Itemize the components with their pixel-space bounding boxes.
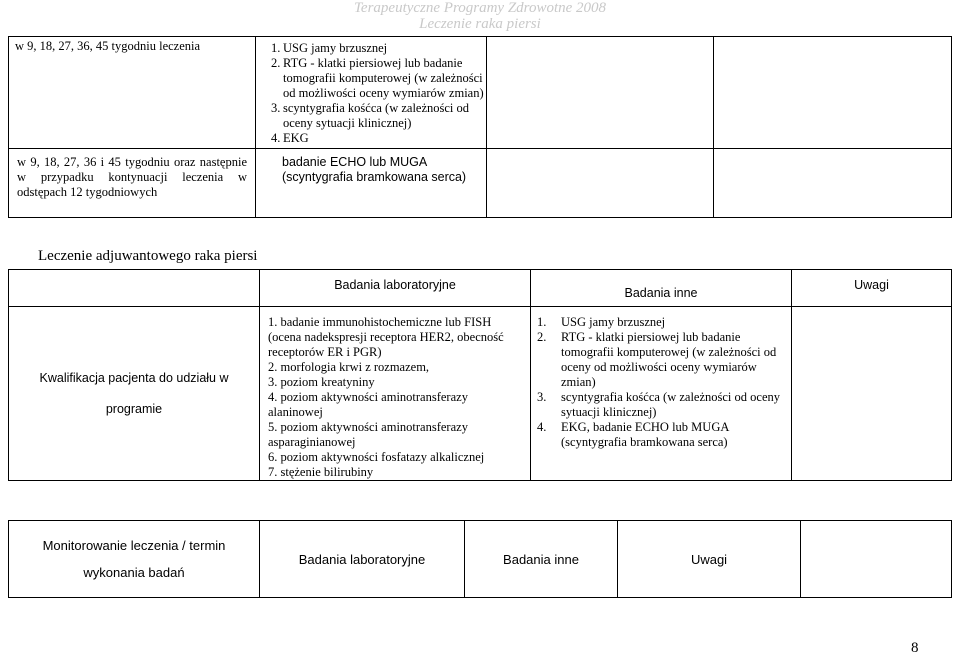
- lab-item: 6. poziom aktywności fosfatazy alkalicznej: [268, 450, 485, 464]
- lab-item: 3. poziom kreatyniny: [268, 375, 375, 389]
- header-empty-cell: [9, 270, 260, 307]
- lab-item: 1. badanie immunohistochemiczne lub FISH (ocena nadekspresji receptora HER2, obecność receptorów ER i PGR): [268, 315, 504, 359]
- list-item: 1. USG jamy brzusznej: [271, 41, 388, 55]
- monitor-label-line-2: wykonania badań: [83, 565, 185, 580]
- table-header-row: [9, 270, 952, 307]
- monitor-other-cell: Badania inne: [465, 521, 618, 598]
- page-number: 8: [911, 640, 919, 656]
- row1-notes-cell: [714, 37, 952, 149]
- row2-notes-cell: [714, 149, 952, 218]
- lab-item: 4. poziom aktywności aminotransferazy alaninowej: [268, 390, 468, 419]
- echo-muga-line: badanie ECHO lub MUGA: [282, 155, 428, 169]
- table-row: [9, 149, 952, 218]
- header-line-2: Leczenie raka piersi: [419, 16, 541, 32]
- lab-item: 2. morfologia krwi z rozmazem,: [268, 360, 430, 374]
- notes-cell: [792, 307, 952, 481]
- list-item: 2. RTG - klatki piersiowej lub badanie tomografii komputerowej (w zależności od możliwości oceny wymiarów zmian): [271, 56, 484, 100]
- lab-items-cell: [260, 307, 531, 481]
- lab-item: 5. poziom aktywności aminotransferazy asparaginianowej: [268, 420, 468, 449]
- list-item: 4. EKG: [271, 131, 309, 145]
- other-items-list: [537, 315, 787, 450]
- header-line-1: Terapeutyczne Programy Zdrowotne 2008: [353, 0, 607, 16]
- list-item: 1. USG jamy brzusznej: [537, 315, 666, 329]
- qualification-label-cell: [9, 307, 260, 481]
- header-lab: Badania laboratoryjne: [260, 270, 531, 307]
- echo-muga-detail: (scyntygrafia bramkowana serca): [282, 170, 467, 184]
- monitor-lab-cell: Badania laboratoryjne: [260, 521, 465, 598]
- row2-items-cell: [256, 149, 487, 218]
- lab-item: 7. stężenie bilirubiny: [268, 465, 374, 479]
- section-title: Leczenie adjuwantowego raka piersi: [38, 248, 258, 264]
- row2-label-cell: [9, 149, 256, 218]
- row1-items-list: [256, 37, 486, 148]
- qualification-label-line-2: programie: [105, 401, 163, 416]
- qualification-table: [8, 269, 952, 481]
- header-other: Badania inne: [531, 270, 792, 307]
- qualification-label-line-1: Kwalifikacja pacjenta do udziału w: [39, 370, 229, 385]
- list-item: 4. EKG, badanie ECHO lub MUGA (scyntygrafia bramkowana serca): [537, 420, 729, 449]
- list-item: 3. scyntygrafia kośćca (w zależności od oceny sytuacji klinicznej): [271, 101, 470, 130]
- list-item: 3. scyntygrafia kośćca (w zależności od oceny sytuacji klinicznej): [537, 390, 781, 419]
- table-row: [9, 521, 952, 598]
- row2-label: w 9, 18, 27, 36 i 45 tygodniu oraz następnie w przypadku kontynuacji leczenia w odstępach 12 tygodniowych: [17, 155, 247, 199]
- header-notes: Uwagi: [792, 270, 952, 307]
- monitor-empty-cell: [801, 521, 952, 598]
- document-header: [300, 0, 660, 32]
- monitoring-table: [8, 520, 952, 598]
- row1-label-cell: [9, 37, 256, 149]
- other-items-cell: [531, 307, 792, 481]
- monitor-label-cell: [9, 521, 260, 598]
- row2-empty-cell: [487, 149, 714, 218]
- monitor-label-line-1: Monitorowanie leczenia / termin: [42, 538, 226, 553]
- monitor-notes-cell: Uwagi: [618, 521, 801, 598]
- list-item: 2. RTG - klatki piersiowej lub badanie tomografii komputerowej (w zależności od oceny od możliwości oceny wymiarów zmian): [537, 330, 777, 389]
- monitoring-schedule-table: [8, 36, 952, 218]
- row1-items-cell: [256, 37, 487, 149]
- row1-label: w 9, 18, 27, 36, 45 tygodniu leczenia: [15, 39, 201, 53]
- table-row: [9, 37, 952, 149]
- table-row: [9, 307, 952, 481]
- row1-empty-cell: [487, 37, 714, 149]
